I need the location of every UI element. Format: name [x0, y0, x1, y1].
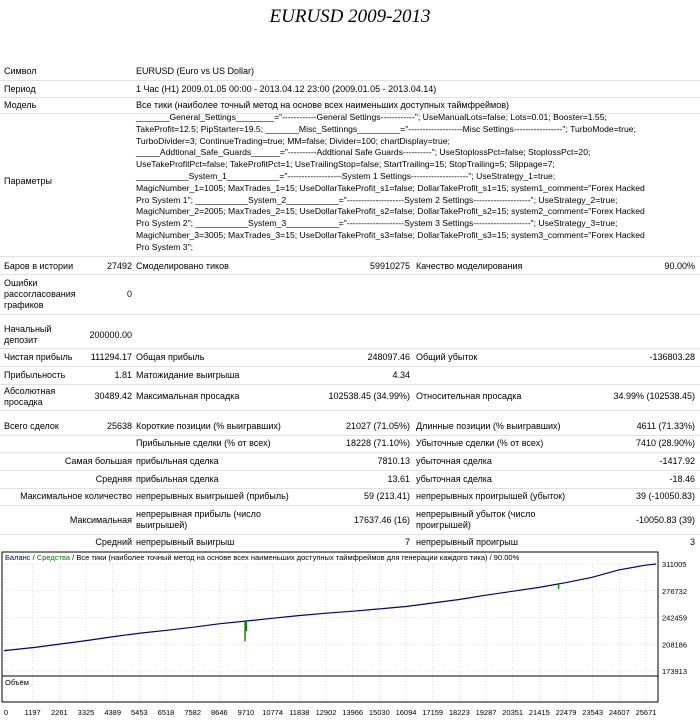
legend	[5, 553, 520, 562]
maxcount-losses-value: 39 (-10050.83)	[635, 491, 695, 501]
largest-loss-value: -1417.92	[659, 456, 695, 466]
period-value: 1 Час (H1) 2009.01.05 00:00 - 2013.04.12 23:00 (2009.01.05 - 2013.04.14)	[136, 84, 437, 94]
x-tick-label: 9710	[237, 708, 255, 717]
ticks-value: 59910275	[369, 261, 410, 271]
gross-loss-label: Общий убыток	[416, 352, 478, 362]
maximal-loss-value: -10050.83 (39)	[635, 515, 695, 525]
loss-trades-value: 7410 (28.90%)	[635, 438, 695, 448]
legend-balance: Баланс	[5, 553, 31, 562]
x-tick-label: 6518	[157, 708, 175, 717]
report-title: EURUSD 2009-2013	[269, 6, 431, 27]
chart-frame	[2, 552, 658, 702]
ticks-label: Смоделировано тиков	[136, 261, 229, 271]
x-tick-label: 2261	[50, 708, 68, 717]
x-tick-label: 20351	[502, 708, 524, 717]
legend-model: Все тики (наиболее точный метод на основе всех наименьших доступных таймфреймов для генерации каждого тика)	[76, 553, 488, 562]
params-label: Параметры	[4, 176, 52, 186]
maximal-profit-value: 17637.46 (16)	[353, 515, 410, 525]
quality-label: Качество моделирования	[416, 261, 523, 271]
maxcount-label: Максимальное количество	[20, 491, 132, 501]
largest-loss-label: убыточная сделка	[416, 456, 492, 466]
legend-sep-2: /	[70, 553, 77, 562]
y-tick-label: 208186	[662, 640, 688, 650]
long-label: Длинные позиции (% выигравших)	[416, 421, 561, 431]
avg-cons-wins-value: 7	[404, 537, 410, 547]
trades-label: Всего сделок	[4, 421, 59, 431]
x-tick-label: 16094	[395, 708, 417, 717]
absdd-label-2: просадка	[4, 397, 43, 407]
gross-loss-value: -136803.28	[649, 352, 695, 362]
x-tick-label: 25671	[635, 708, 657, 717]
params-text: _______General_Settings________="------------General Settings------------"; UseManualLots=false; Lots=0.01; Booster=1.55; TakeProfit=12.5; PipStarter=19.5; _______Misc_Settinngs_________="-------------------Misc Settings-----------------"; TurboMode=true; TurboDivider=3; ContinueTrading=true; MM=false; Divider=100; chartDisplay=true; _____Addtional_Safe_Guards______="----------Addtional Safe Guards----------"; UseStoplossPct=false; StoplossPct=20; UseTakeProfitPct=false; TakeProfitPct=1; UseTrailingStop=false; StartTrailing=15; StopTrailing=5; Slippage=7; ___________System_1___________="-------------------System 1 Settings--------------------"; UseStrategy_1=true; MagicNumber_1=1005; MaxTrades_1=15; UseDollarTakeProfit_s1=false; DollarTakeProfit_s1=15; system1_comment="Forex Hacked Pro System 1"; ___________System_2___________="--------------------System 2 Settings--------------------"; UseStrategy_2=true; MagicNumber_2=2005; MaxTrades_2=15; UseDollarTakeProfit_s2=false; DollarTakeProfit_s2=15; system2_comment="Forex Hacked Pro System 2"; ___________System_3___________="--------------------System 3 Settings--------------------"; UseStrategy_3=true; MagicNumber_3=3005; MaxTrades_3=15; UseDollarTakeProfit_s3=false; DollarTakeProfit_s3=15; system3_comment="Forex Hacked Pro System 3";	[136, 112, 645, 252]
model-label: Модель	[4, 100, 37, 110]
x-tick-label: 11838	[289, 708, 310, 717]
deposit-value: 200000.00	[89, 330, 132, 340]
deposit-label-1: Начальный	[4, 324, 52, 334]
x-tick-label: 4389	[104, 708, 122, 717]
x-tick-label: 19287	[475, 708, 497, 717]
payoff-label: Матожидание выигрыша	[136, 370, 240, 380]
model-value: Все тики (наиболее точный метод на основе всех наименьших доступных таймфреймов)	[136, 100, 509, 110]
trades-value: 25638	[106, 421, 132, 431]
quality-value: 90.00%	[664, 261, 695, 271]
x-tick-label: 24607	[608, 708, 630, 717]
avg-cons-wins-label: непрерывный выигрыш	[136, 537, 235, 547]
balance-chart	[0, 551, 700, 721]
absdd-label-1: Абсолютная	[4, 386, 56, 396]
symbol-label: Символ	[4, 66, 37, 76]
loss-trades-label: Убыточные сделки (% от всех)	[416, 438, 544, 448]
bars-value: 27492	[106, 261, 132, 271]
avg-cons-label: Средний	[95, 537, 132, 547]
symbol-value: EURUSD (Euro vs US Dollar)	[136, 66, 255, 76]
y-tick-label: 242459	[662, 613, 688, 623]
average-profit-label: прибыльная сделка	[136, 474, 219, 484]
avg-cons-losses-value: 3	[689, 537, 695, 547]
volume-label: Объём	[5, 678, 29, 687]
pf-value: 1.81	[114, 370, 132, 380]
average-label: Средняя	[95, 474, 132, 484]
x-tick-label: 22479	[555, 708, 577, 717]
x-tick-label: 0	[3, 708, 9, 717]
x-tick-label: 17159	[422, 708, 444, 717]
legend-sep-1: /	[30, 553, 37, 562]
x-tick-label: 23543	[582, 708, 604, 717]
deposit-label-2: депозит	[4, 335, 38, 345]
x-tick-label: 10774	[262, 708, 284, 717]
gross-profit-label: Общая прибыль	[136, 352, 205, 362]
largest-label: Самая большая	[64, 456, 132, 466]
reldd-value: 34.99% (102538.45)	[613, 391, 695, 401]
largest-profit-value: 7810.13	[377, 456, 410, 466]
x-tick-label: 12902	[315, 708, 337, 717]
bars-label: Баров в истории	[4, 261, 74, 271]
reldd-label: Относительная просадка	[416, 391, 522, 401]
y-tick-label: 173913	[662, 667, 688, 676]
errors-label-3: графиков	[4, 300, 44, 310]
net-value: 111294.17	[90, 352, 132, 362]
profit-trades-label: Прибыльные сделки (% от всех)	[136, 438, 271, 448]
maximal-label: Максимальная	[69, 515, 132, 525]
maxcount-wins-value: 59 (213.41)	[363, 491, 410, 501]
long-value: 4611 (71.33%)	[636, 421, 695, 431]
profit-trades-value: 18228 (71.10%)	[345, 438, 410, 448]
maxcount-wins-label: непрерывных выигрышей (прибыль)	[136, 491, 289, 501]
legend-sep-3: /	[487, 553, 494, 562]
maximal-profit-label-2: выигрышей)	[136, 520, 188, 530]
x-tick-label: 15030	[368, 708, 390, 717]
x-tick-label: 18223	[448, 708, 470, 717]
maximal-loss-label-2: проигрышей)	[416, 520, 471, 530]
maxcount-losses-label: непрерывных проигрышей (убыток)	[416, 491, 566, 501]
largest-profit-label: прибыльная сделка	[136, 456, 219, 466]
average-loss-value: -18.46	[669, 474, 695, 484]
absdd-value: 30489.42	[94, 391, 132, 401]
x-tick-label: 3325	[77, 708, 95, 717]
x-tick-label: 8646	[210, 708, 228, 717]
y-tick-label: 276732	[662, 586, 688, 596]
errors-label-2: рассогласования	[4, 289, 76, 299]
period-label: Период	[4, 84, 36, 94]
x-tick-label: 5453	[130, 708, 148, 717]
average-loss-label: убыточная сделка	[416, 474, 492, 484]
x-tick-label: 7582	[184, 708, 202, 717]
errors-label-1: Ошибки	[4, 278, 38, 288]
average-profit-value: 13.61	[387, 474, 410, 484]
legend-quality: 90.00%	[493, 553, 520, 562]
maximal-profit-label-1: непрерывная прибыль (число	[136, 509, 262, 519]
maxdd-value: 102538.45 (34.99%)	[328, 391, 410, 401]
legend-equity: Средства	[36, 553, 71, 562]
maxdd-label: Максимальная просадка	[136, 391, 240, 401]
x-tick-label: 13966	[342, 708, 364, 717]
avg-cons-losses-label: непрерывный проигрыш	[416, 537, 518, 547]
maximal-loss-label-1: непрерывный убыток (число	[416, 509, 536, 519]
short-value: 21027 (71.05%)	[345, 421, 410, 431]
gross-profit-value: 248097.46	[367, 352, 410, 362]
pf-label: Прибыльность	[4, 370, 66, 380]
errors-value: 0	[126, 289, 132, 299]
x-tick-label: 21415	[528, 708, 550, 717]
x-tick-label: 1197	[24, 708, 41, 717]
payoff-value: 4.34	[392, 370, 410, 380]
short-label: Короткие позиции (% выигравших)	[136, 421, 281, 431]
net-label: Чистая прибыль	[4, 352, 73, 362]
y-tick-label: 311005	[662, 560, 687, 569]
